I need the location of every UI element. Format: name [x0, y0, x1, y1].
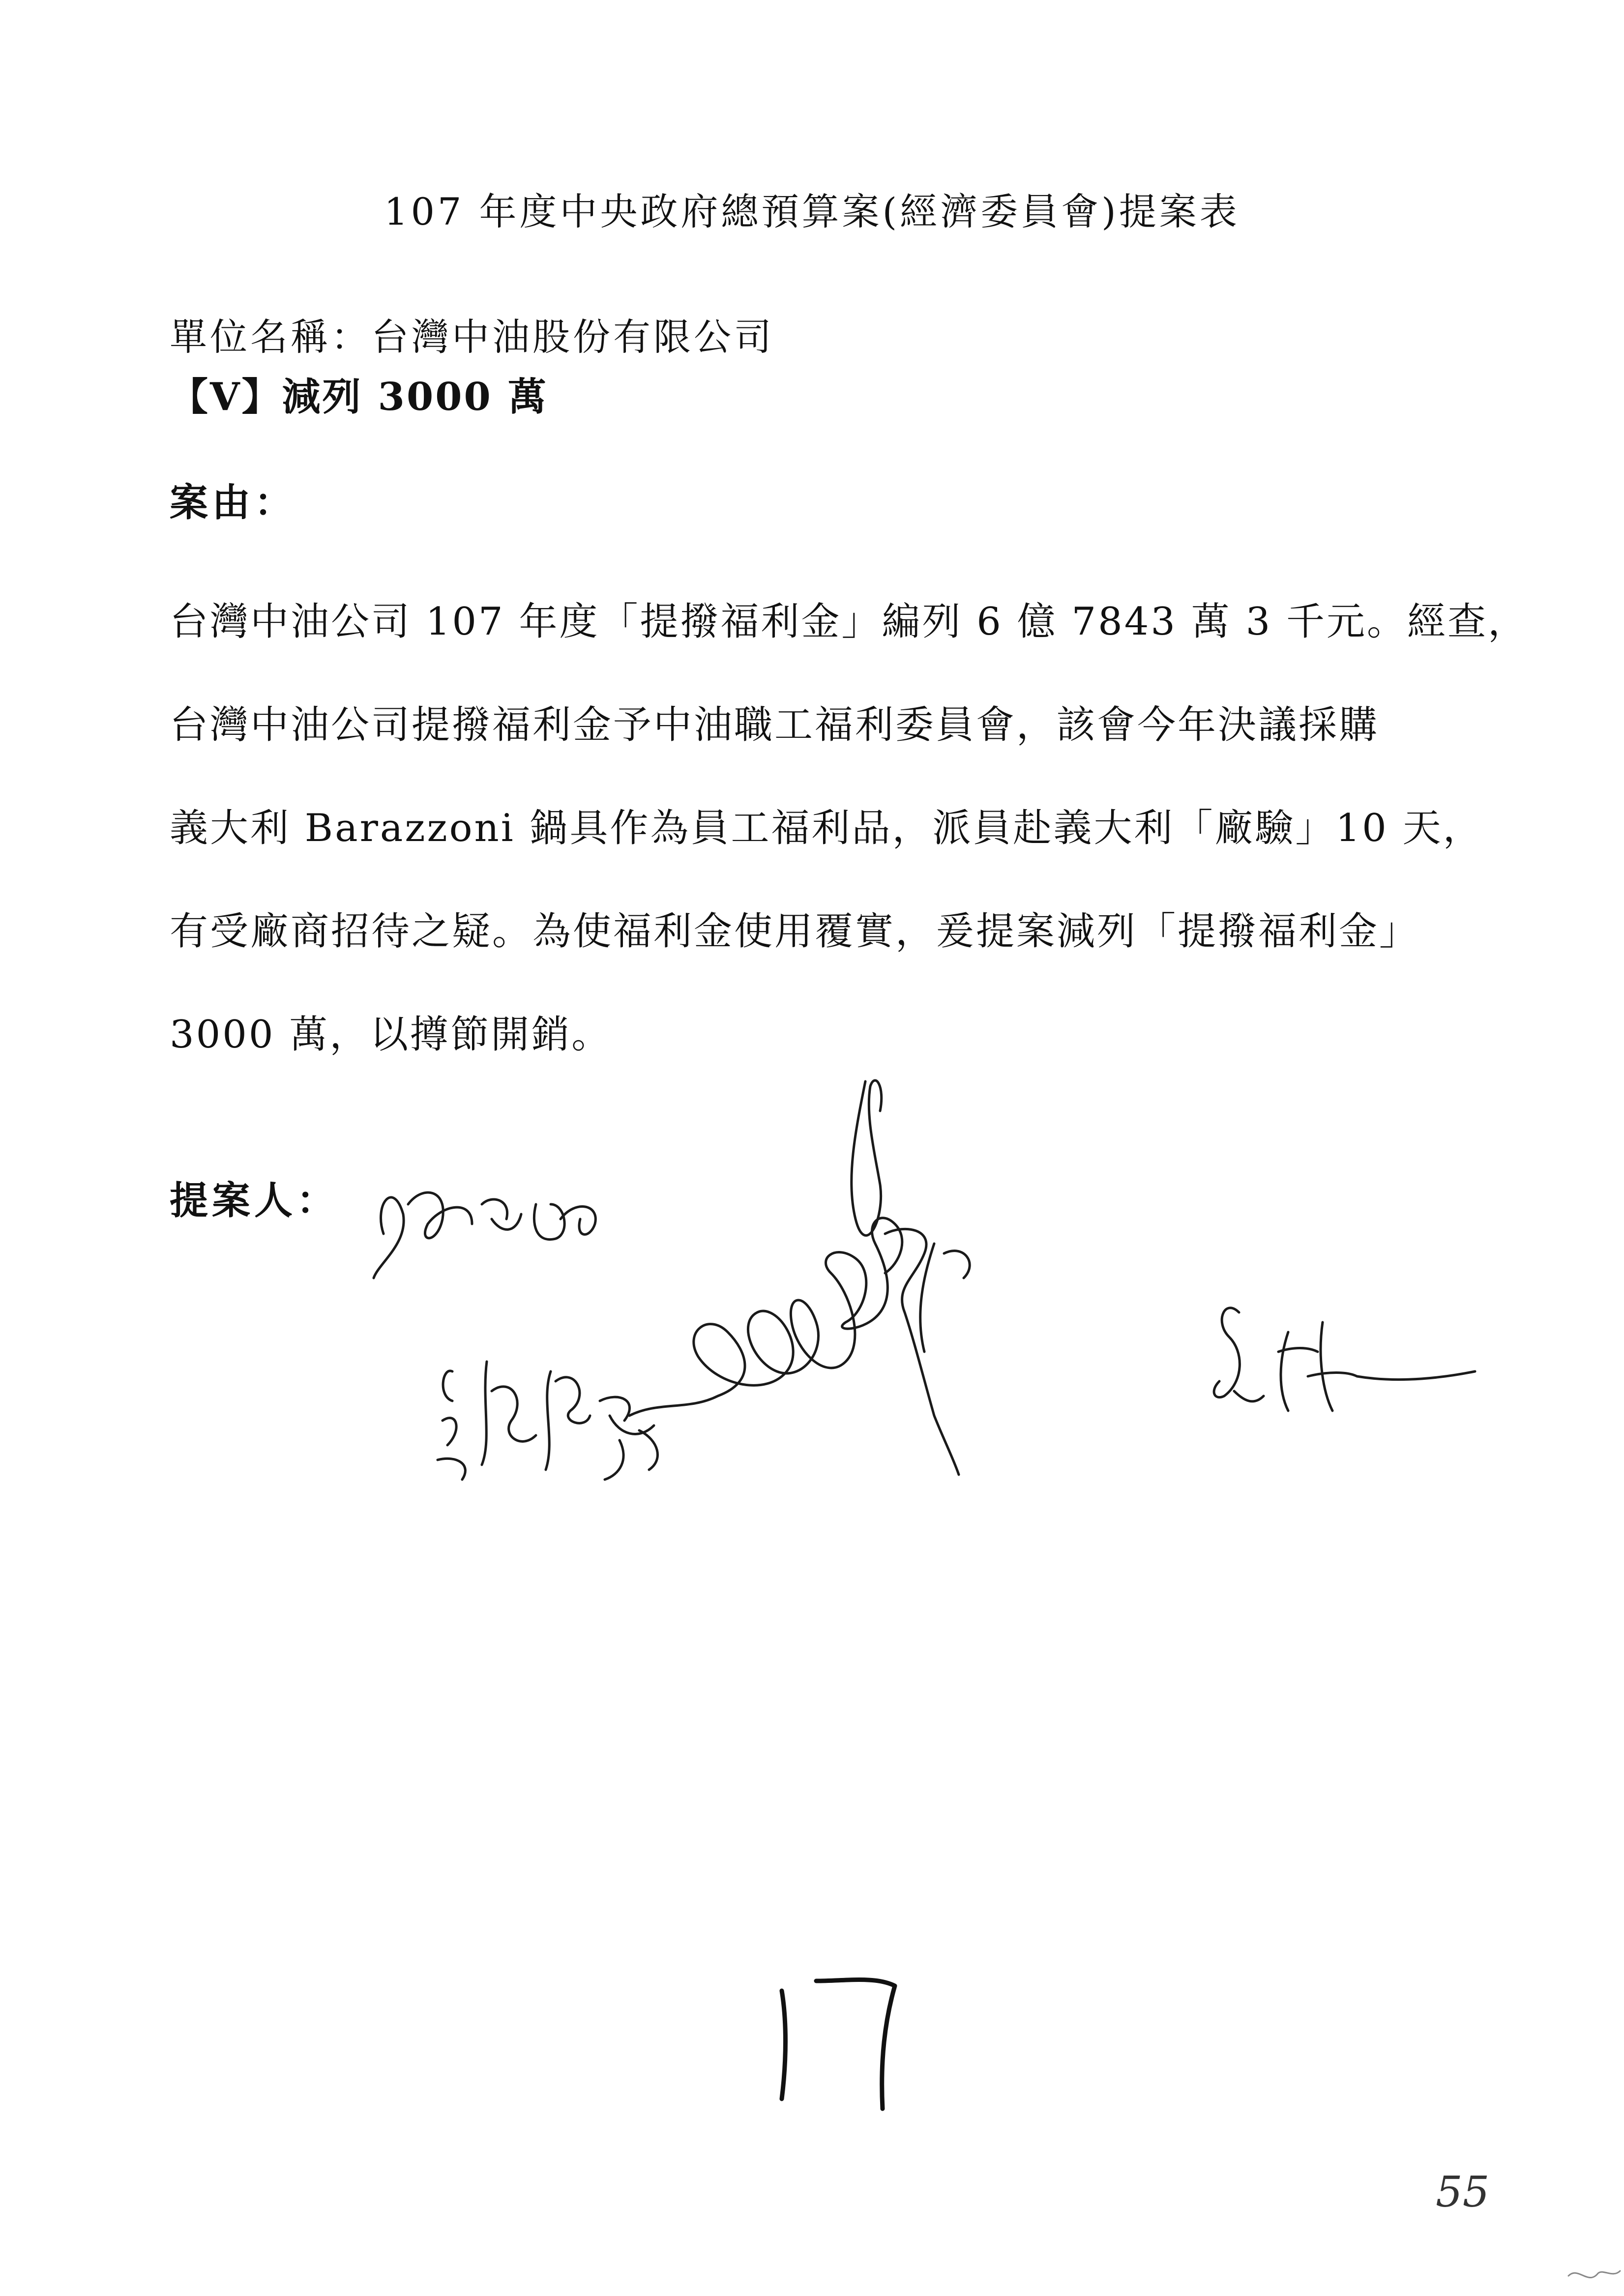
- reason-line: 義大利 Barazzoni 鍋具作為員工福利品，派員赴義大利「廠驗」10 天，: [170, 806, 1483, 850]
- proposer-label: 提案人：: [170, 1178, 339, 1223]
- reason-line: 3000 萬，以撙節開銷。: [170, 1013, 612, 1057]
- reduction-amount: 【V】減列 3000 萬: [170, 375, 548, 419]
- signature-4: [1214, 1308, 1475, 1411]
- reason-line: 有受廠商招待之疑。為使福利金使用覆實，爰提案減列「提撥福利金」: [170, 909, 1420, 954]
- reason-line: 台灣中油公司 107 年度「提撥福利金」編列 6 億 7843 萬 3 千元。經查，: [170, 600, 1528, 644]
- reason-body: [170, 597, 1528, 1113]
- reason-label: 案由：: [170, 480, 297, 525]
- signature-2: [438, 1362, 657, 1480]
- scan-corner-mark: [1564, 2256, 1623, 2291]
- signature-3: [629, 1080, 970, 1475]
- page-number: 55: [1436, 2168, 1490, 2217]
- signature-1: [374, 1192, 595, 1278]
- document-title: 107 年度中央政府總預算案(經濟委員會)提案表: [384, 190, 1240, 233]
- handwritten-page-number: [752, 1961, 910, 2119]
- unit-name: 單位名稱：台灣中油股份有限公司: [170, 315, 774, 359]
- handwritten-signatures: [344, 1057, 1549, 1524]
- reason-line: 台灣中油公司提撥福利金予中油職工福利委員會，該會今年決議採購: [170, 703, 1380, 747]
